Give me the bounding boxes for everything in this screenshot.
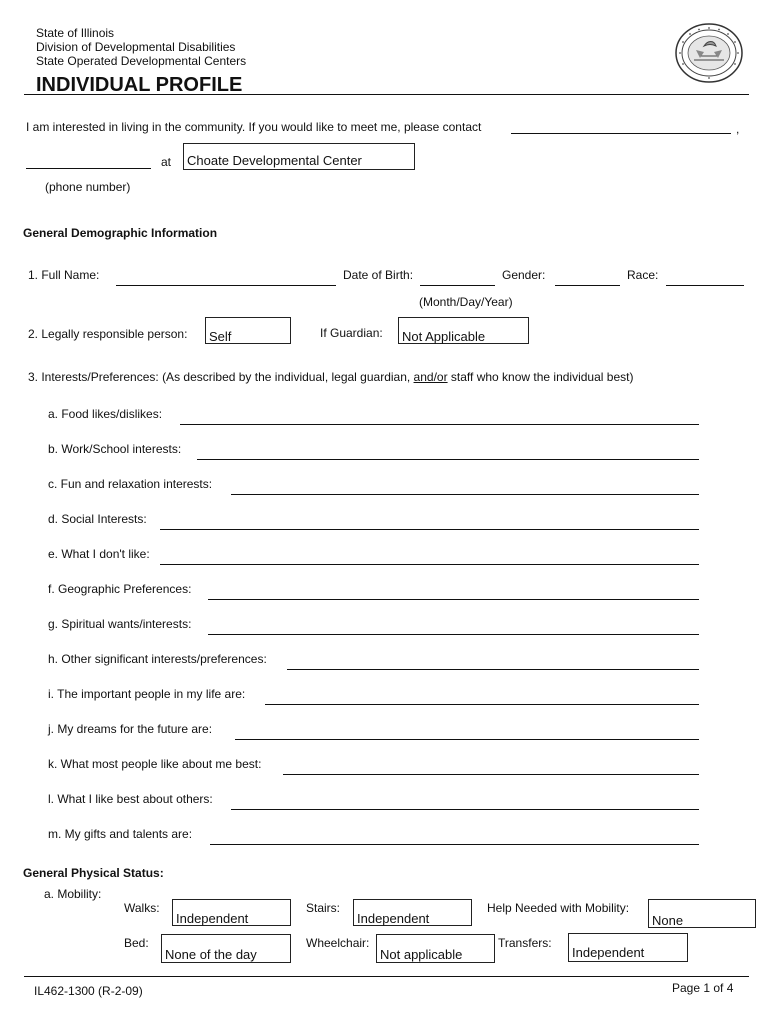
walks-field[interactable] [172, 899, 291, 926]
interest-line-fun[interactable] [231, 494, 699, 495]
walks-label: Walks: [124, 901, 160, 915]
stairs-label: Stairs: [306, 901, 341, 915]
interest-label-dislikes: e. What I don't like: [48, 547, 150, 561]
interest-line-geographic[interactable] [208, 599, 699, 600]
interest-label-geographic: f. Geographic Preferences: [48, 582, 192, 596]
interest-line-gifts-talents[interactable] [210, 844, 699, 845]
interest-label-like-about-others: l. What I like best about others: [48, 792, 213, 806]
bed-field[interactable] [161, 934, 291, 963]
interest-line-food[interactable] [180, 424, 699, 425]
form-number: IL462-1300 (R-2-09) [34, 984, 143, 998]
intro-comma: , [736, 122, 740, 136]
help-mobility-field[interactable] [648, 899, 756, 928]
guardian-label: If Guardian: [320, 326, 383, 340]
interest-line-spiritual[interactable] [208, 634, 699, 635]
interest-label-work-school: b. Work/School interests: [48, 442, 182, 456]
page-number: Page 1 of 4 [672, 981, 734, 995]
interest-line-important-people[interactable] [265, 704, 699, 705]
facility-value: Choate Developmental Center [187, 153, 362, 168]
transfers-field[interactable] [568, 933, 688, 962]
physical-heading: General Physical Status: [23, 866, 164, 880]
interest-label-gifts-talents: m. My gifts and talents are: [48, 827, 193, 841]
interests-intro-suffix: staff who know the individual best) [447, 370, 634, 384]
interest-line-social[interactable] [160, 529, 699, 530]
agency-line-division: Division of Developmental Disabilities [36, 40, 236, 54]
mobility-label: a. Mobility: [44, 887, 102, 901]
bed-value: None of the day [165, 947, 257, 962]
interest-label-other: h. Other significant interests/preferences: [48, 652, 267, 666]
race-label: Race: [627, 268, 659, 282]
interest-line-work-school[interactable] [197, 459, 699, 460]
interest-line-dislikes[interactable] [160, 564, 699, 565]
dob-label: Date of Birth: [343, 268, 414, 282]
responsible-person-label: 2. Legally responsible person: [28, 327, 188, 341]
interest-label-fun: c. Fun and relaxation interests: [48, 477, 213, 491]
intro-text: I am interested in living in the community. If you would like to meet me, please contact [26, 120, 482, 134]
interests-intro-andor: and/or [413, 370, 448, 384]
responsible-person-field[interactable] [205, 317, 291, 344]
guardian-field[interactable] [398, 317, 529, 344]
stairs-field[interactable] [353, 899, 472, 926]
wheelchair-label: Wheelchair: [306, 936, 370, 950]
interest-line-dreams[interactable] [235, 739, 699, 740]
title-rule [24, 94, 749, 95]
bed-label: Bed: [124, 936, 149, 950]
race-line[interactable] [666, 285, 744, 286]
responsible-person-value: Self [209, 329, 232, 344]
interests-intro [28, 370, 633, 384]
full-name-line[interactable] [116, 285, 336, 286]
full-name-label: 1. Full Name: [28, 268, 100, 282]
guardian-value: Not Applicable [402, 329, 486, 344]
phone-number-line[interactable] [26, 168, 151, 169]
agency-line-centers: State Operated Developmental Centers [36, 54, 247, 68]
interests-intro-prefix: 3. Interests/Preferences: (As described by the individual, legal guardian, [28, 370, 414, 384]
interest-label-food: a. Food likes/dislikes: [48, 407, 163, 421]
wheelchair-field[interactable] [376, 934, 495, 963]
page-title: INDIVIDUAL PROFILE [36, 74, 243, 96]
demographics-heading: General Demographic Information [23, 226, 218, 240]
dob-line[interactable] [420, 285, 495, 286]
transfers-label: Transfers: [498, 936, 552, 950]
interest-line-liked-about-me[interactable] [283, 774, 699, 775]
interest-line-other[interactable] [287, 669, 699, 670]
transfers-value: Independent [572, 945, 645, 960]
stairs-value: Independent [357, 911, 430, 926]
interest-label-important-people: i. The important people in my life are: [48, 687, 246, 701]
interest-label-liked-about-me: k. What most people like about me best: [48, 757, 262, 771]
phone-caption: (phone number) [45, 180, 131, 194]
interest-label-dreams: j. My dreams for the future are: [48, 722, 213, 736]
facility-field[interactable] [183, 143, 415, 170]
footer-rule [24, 976, 749, 977]
gender-line[interactable] [555, 285, 620, 286]
state-seal [674, 22, 744, 84]
at-label: at [161, 155, 172, 169]
help-mobility-value: None [652, 913, 684, 928]
walks-value: Independent [176, 911, 249, 926]
agency-line-state: State of Illinois [36, 26, 115, 40]
dob-caption: (Month/Day/Year) [419, 295, 513, 309]
help-mobility-label: Help Needed with Mobility: [487, 901, 630, 915]
contact-name-line[interactable] [511, 133, 731, 134]
gender-label: Gender: [502, 268, 546, 282]
interest-label-spiritual: g. Spiritual wants/interests: [48, 617, 192, 631]
interest-label-social: d. Social Interests: [48, 512, 147, 526]
interest-line-like-about-others[interactable] [231, 809, 699, 810]
wheelchair-value: Not applicable [380, 947, 463, 962]
